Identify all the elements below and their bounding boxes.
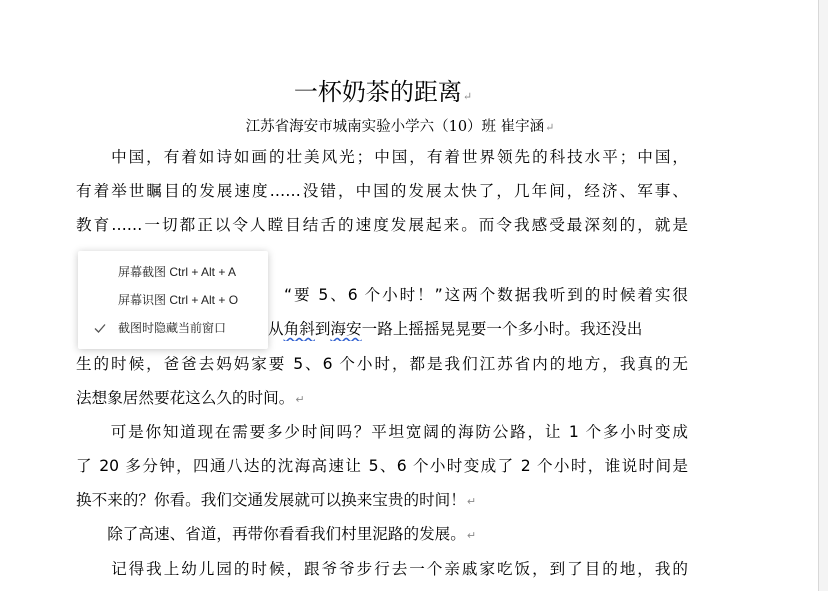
- text-line: 教育……一切都正以令人瞠目结舌的速度发展起来。而令我感受最深刻的，就是: [76, 216, 688, 234]
- menu-item-hide-window[interactable]: 截图时隐藏当前窗口: [78, 314, 268, 342]
- screenshot-context-menu: [78, 251, 268, 349]
- text-line: 有着举世瞩目的发展速度……没错，中国的发展太快了，几年间，经济、军事、: [76, 182, 688, 200]
- spelling-underline[interactable]: 角斜: [283, 320, 315, 338]
- text-line: 可是你知道现在需要多少时间吗？平坦宽阔的海防公路，让 1 个多小时变成: [76, 423, 688, 441]
- page-edge: [818, 0, 828, 591]
- text-line: “要 5、6 个小时！”这两个数据我听到的时候着实很: [284, 286, 688, 304]
- text-line: 除了高速、省道，再带你看看我们村里泥路的发展。↵: [76, 525, 477, 543]
- paragraph-mark: ↵: [466, 529, 477, 542]
- document-title: 一杯奶茶的距离↵: [293, 78, 473, 106]
- document-subtitle: 江苏省海安市城南实验小学六（10）班 崔宇涵↵: [245, 119, 555, 135]
- menu-item-screen-recognize[interactable]: 屏幕识图 Ctrl + Alt + O: [118, 293, 239, 307]
- menu-item-screen-capture[interactable]: 屏幕截图 Ctrl + Alt + A: [118, 265, 237, 279]
- text-line: 记得我上幼儿园的时候，跟爷爷步行去一个亲戚家吃饭，到了目的地，我的: [76, 560, 688, 578]
- paragraph-mark: ↵: [462, 90, 473, 103]
- text-line: 了 20 多分钟，四通八达的沈海高速让 5、6 个小时变成了 2 个小时，谁说时间是: [76, 457, 688, 475]
- text-line: 法想象居然要花这么久的时间。↵: [76, 389, 305, 407]
- text-line: 中国，有着如诗如画的壮美风光；中国，有着世界领先的科技水平；中国，: [76, 148, 688, 166]
- spelling-underline[interactable]: 海安: [330, 320, 362, 338]
- check-icon: [93, 321, 107, 335]
- text-line: 从角斜到海安一路上摇摇晃晃要一个多小时。我还没出: [268, 320, 643, 338]
- paragraph-mark: ↵: [295, 393, 305, 406]
- text-line: 生的时候，爸爸去妈妈家要 5、6 个小时，都是我们江苏省内的地方，我真的无: [76, 355, 688, 373]
- text-line: 换不来的？你看。我们交通发展就可以换来宝贵的时间！↵: [76, 491, 477, 509]
- paragraph-mark: ↵: [545, 121, 555, 134]
- paragraph-mark: ↵: [466, 495, 477, 508]
